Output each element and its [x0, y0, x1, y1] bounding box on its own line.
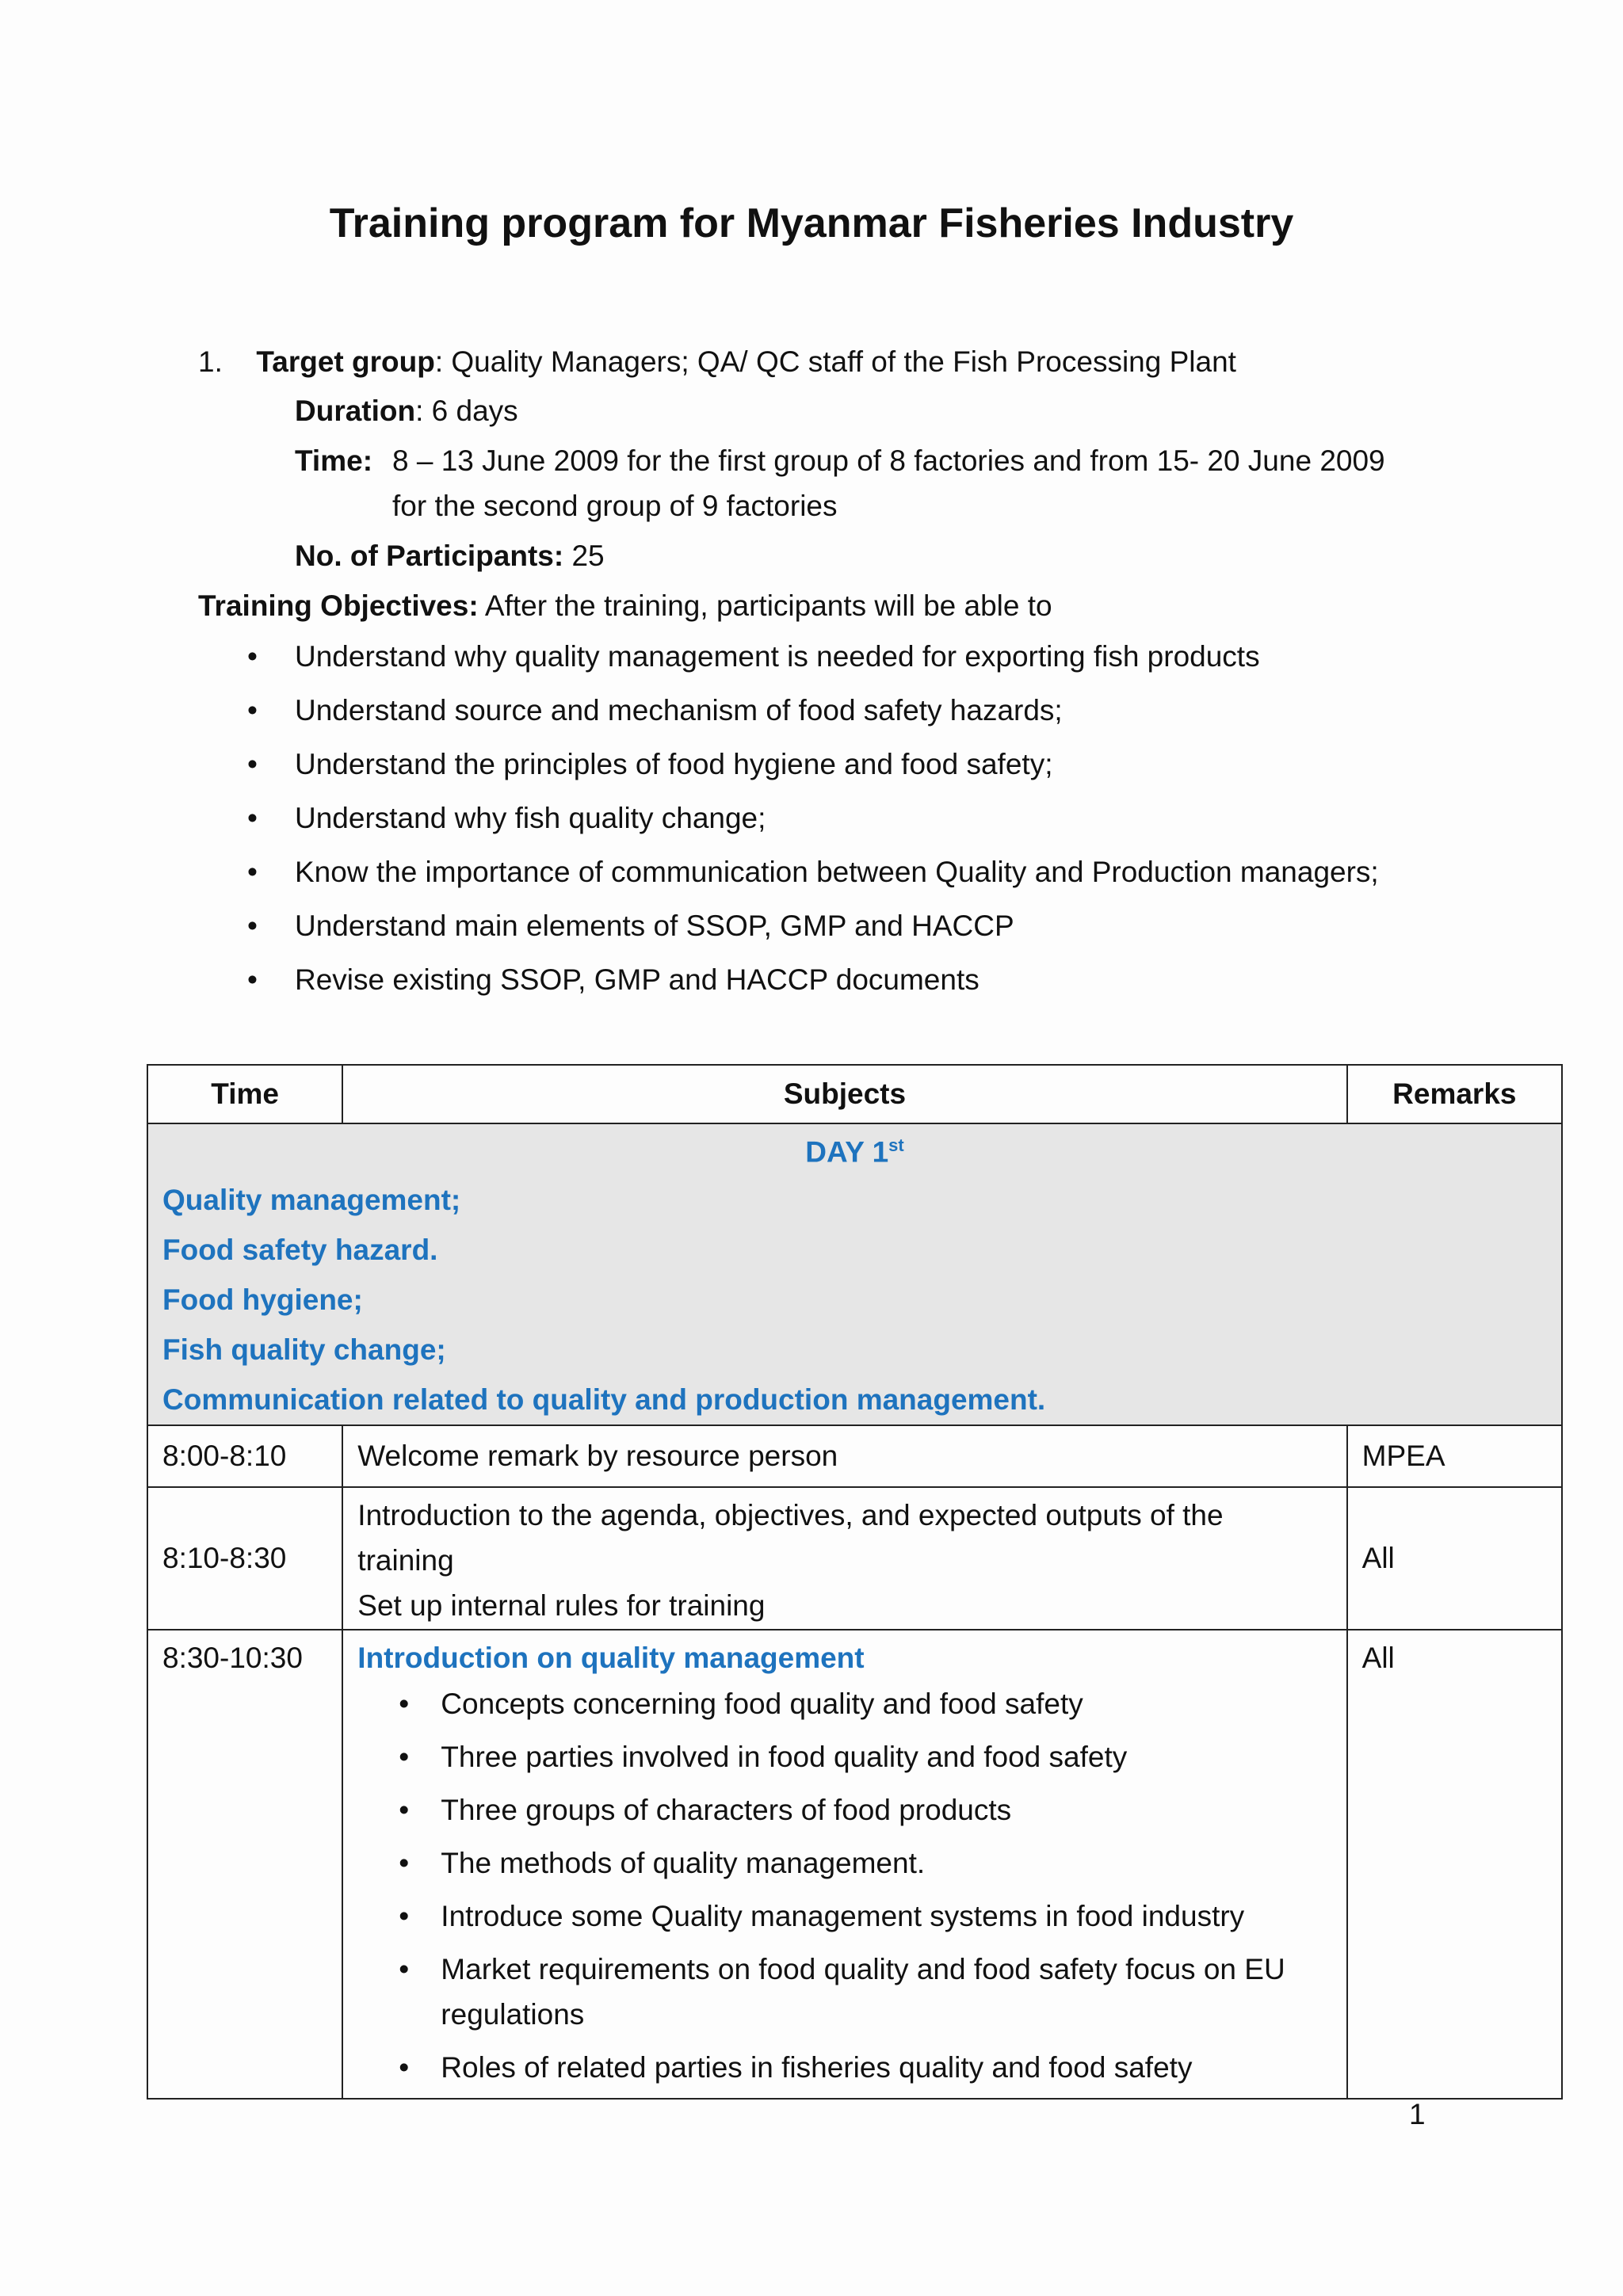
- bullet-icon: •: [399, 1794, 410, 1826]
- table-row: [147, 1487, 1562, 1630]
- list-item: • Market requirements on food quality and food safety focus on EU regulations: [357, 1947, 1296, 2037]
- bullet-icon: •: [247, 640, 258, 673]
- table-header-row: [147, 1065, 1562, 1123]
- participants-label: No. of Participants:: [295, 540, 564, 572]
- bullet-icon: •: [399, 1847, 410, 1879]
- subject-heading: Introduction on quality management: [357, 1642, 865, 1674]
- time-cell: 8:30-10:30: [147, 1630, 342, 2099]
- list-item: • Introduce some Quality management systems in food industry: [357, 1894, 1296, 1939]
- day-topic: Food safety hazard.: [162, 1234, 438, 1266]
- objectives-label: Training Objectives:: [198, 589, 479, 622]
- table-row: [147, 1425, 1562, 1487]
- header-subjects: Subjects: [342, 1065, 1346, 1123]
- bullet-icon: •: [247, 748, 258, 780]
- duration-line: [295, 395, 518, 428]
- subject-cell: Introduction to the agenda, objectives, and expected outputs of the training Set up internal rules for training: [342, 1487, 1346, 1630]
- target-group-label: Target group: [256, 345, 435, 378]
- bullet-icon: •: [247, 856, 258, 888]
- page-number: 1: [1409, 2098, 1426, 2130]
- time-label: Time:: [295, 444, 373, 477]
- bullet-icon: •: [247, 694, 258, 727]
- document-page: Training program for Myanmar Fisheries Industry 1. Target group: Quality Managers; QA/ QC staff of the Fish Processing Plant Duration: 6 days Time: 8 – 13 June 2009 for the first group of 8 factories and from 15- 20 June 2009 for the second group of 9 factories No. of Participants: 25 Training Objectives: After the training, participants will be able to • Understand why quality management is needed for exporting fish products • Understand source and mechanism of food safety hazards; • Understand the principles of food hygiene and food safety; • Understand why fish quality change; • Know the importance of communication between Quality and Production managers; • Understand main elements of SSOP, GMP and HACCP • Revise existing SSOP, GMP and HACCP documents Time Subjects Remarks DAY 1st Quality management; Food safety hazard. Food hygiene; Fish quality change; Communication related to quality and production management. 8:00-8:10 Welcome remark by resource person MPEA 8:10-8:30 Introduction to the agenda, objectives, and expected outputs of the training Set up internal rules for training All 8:30-10:30 Introduction on quality management • Concepts concerning food quality and food safety • Three parties involved in food quality and food safety • Three groups of characters of food products • The methods of quality management. • Introduce some Quality management systems in food industry • Market requirements on food quality and food safety focus on EU regulations • Roles of related parties in fisheries quality and food safety All 1: [0, 0, 1623, 2296]
- objectives-value: After the training, participants will be able to: [478, 589, 1052, 622]
- time-value-line1: 8 – 13 June 2009 for the first group of 8 factories and from 15- 20 June 2009: [392, 444, 1385, 477]
- duration-label: Duration: [295, 395, 416, 427]
- day-topic: Communication related to quality and production management.: [162, 1383, 1046, 1416]
- bullet-icon: •: [247, 910, 258, 942]
- table-row: [147, 1630, 1562, 2099]
- bullet-icon: •: [247, 963, 258, 996]
- schedule-table: [147, 1064, 1563, 2100]
- target-group-value: : Quality Managers; QA/ QC staff of the Fish Processing Plant: [434, 345, 1236, 378]
- header-time: Time: [147, 1065, 342, 1123]
- day-row: [147, 1123, 1562, 1425]
- remark-cell: All: [1347, 1630, 1562, 2099]
- bullet-icon: •: [399, 1953, 410, 1985]
- day-heading: DAY 1st: [805, 1135, 904, 1169]
- participants-line: [295, 540, 605, 573]
- document-title: Training program for Myanmar Fisheries Industry: [329, 200, 1294, 246]
- duration-value: : 6 days: [415, 395, 518, 427]
- day-topic: Quality management;: [162, 1184, 461, 1216]
- header-remarks: Remarks: [1347, 1065, 1562, 1123]
- subject-cell: [342, 1630, 1346, 2099]
- subject-cell: Welcome remark by resource person: [342, 1425, 1346, 1487]
- bullet-icon: •: [399, 1688, 410, 1720]
- list-item: • Three groups of characters of food products: [357, 1787, 1296, 1833]
- list-number: 1.: [198, 345, 223, 378]
- list-item: • The methods of quality management.: [357, 1840, 1296, 1886]
- list-item: • Three parties involved in food quality and food safety: [357, 1734, 1296, 1779]
- target-group-line: [198, 345, 1236, 379]
- objectives-line: [198, 589, 1052, 623]
- remark-cell: All: [1347, 1487, 1562, 1630]
- time-label-line: [295, 444, 372, 478]
- bullet-icon: •: [399, 1741, 410, 1773]
- time-cell: 8:00-8:10: [147, 1425, 342, 1487]
- day-cell: [147, 1123, 1562, 1425]
- subject-list: [357, 1681, 1331, 2090]
- day-topic: Fish quality change;: [162, 1333, 446, 1366]
- list-item: • Roles of related parties in fisheries quality and food safety: [357, 2045, 1296, 2090]
- time-value-line2: for the second group of 9 factories: [392, 490, 838, 522]
- day-topic: Food hygiene;: [162, 1283, 363, 1316]
- bullet-icon: •: [399, 2051, 410, 2084]
- remark-cell: MPEA: [1347, 1425, 1562, 1487]
- bullet-icon: •: [399, 1900, 410, 1932]
- bullet-icon: •: [247, 802, 258, 834]
- time-cell: 8:10-8:30: [147, 1487, 342, 1630]
- participants-value: 25: [563, 540, 605, 572]
- list-item: • Concepts concerning food quality and food safety: [357, 1681, 1296, 1726]
